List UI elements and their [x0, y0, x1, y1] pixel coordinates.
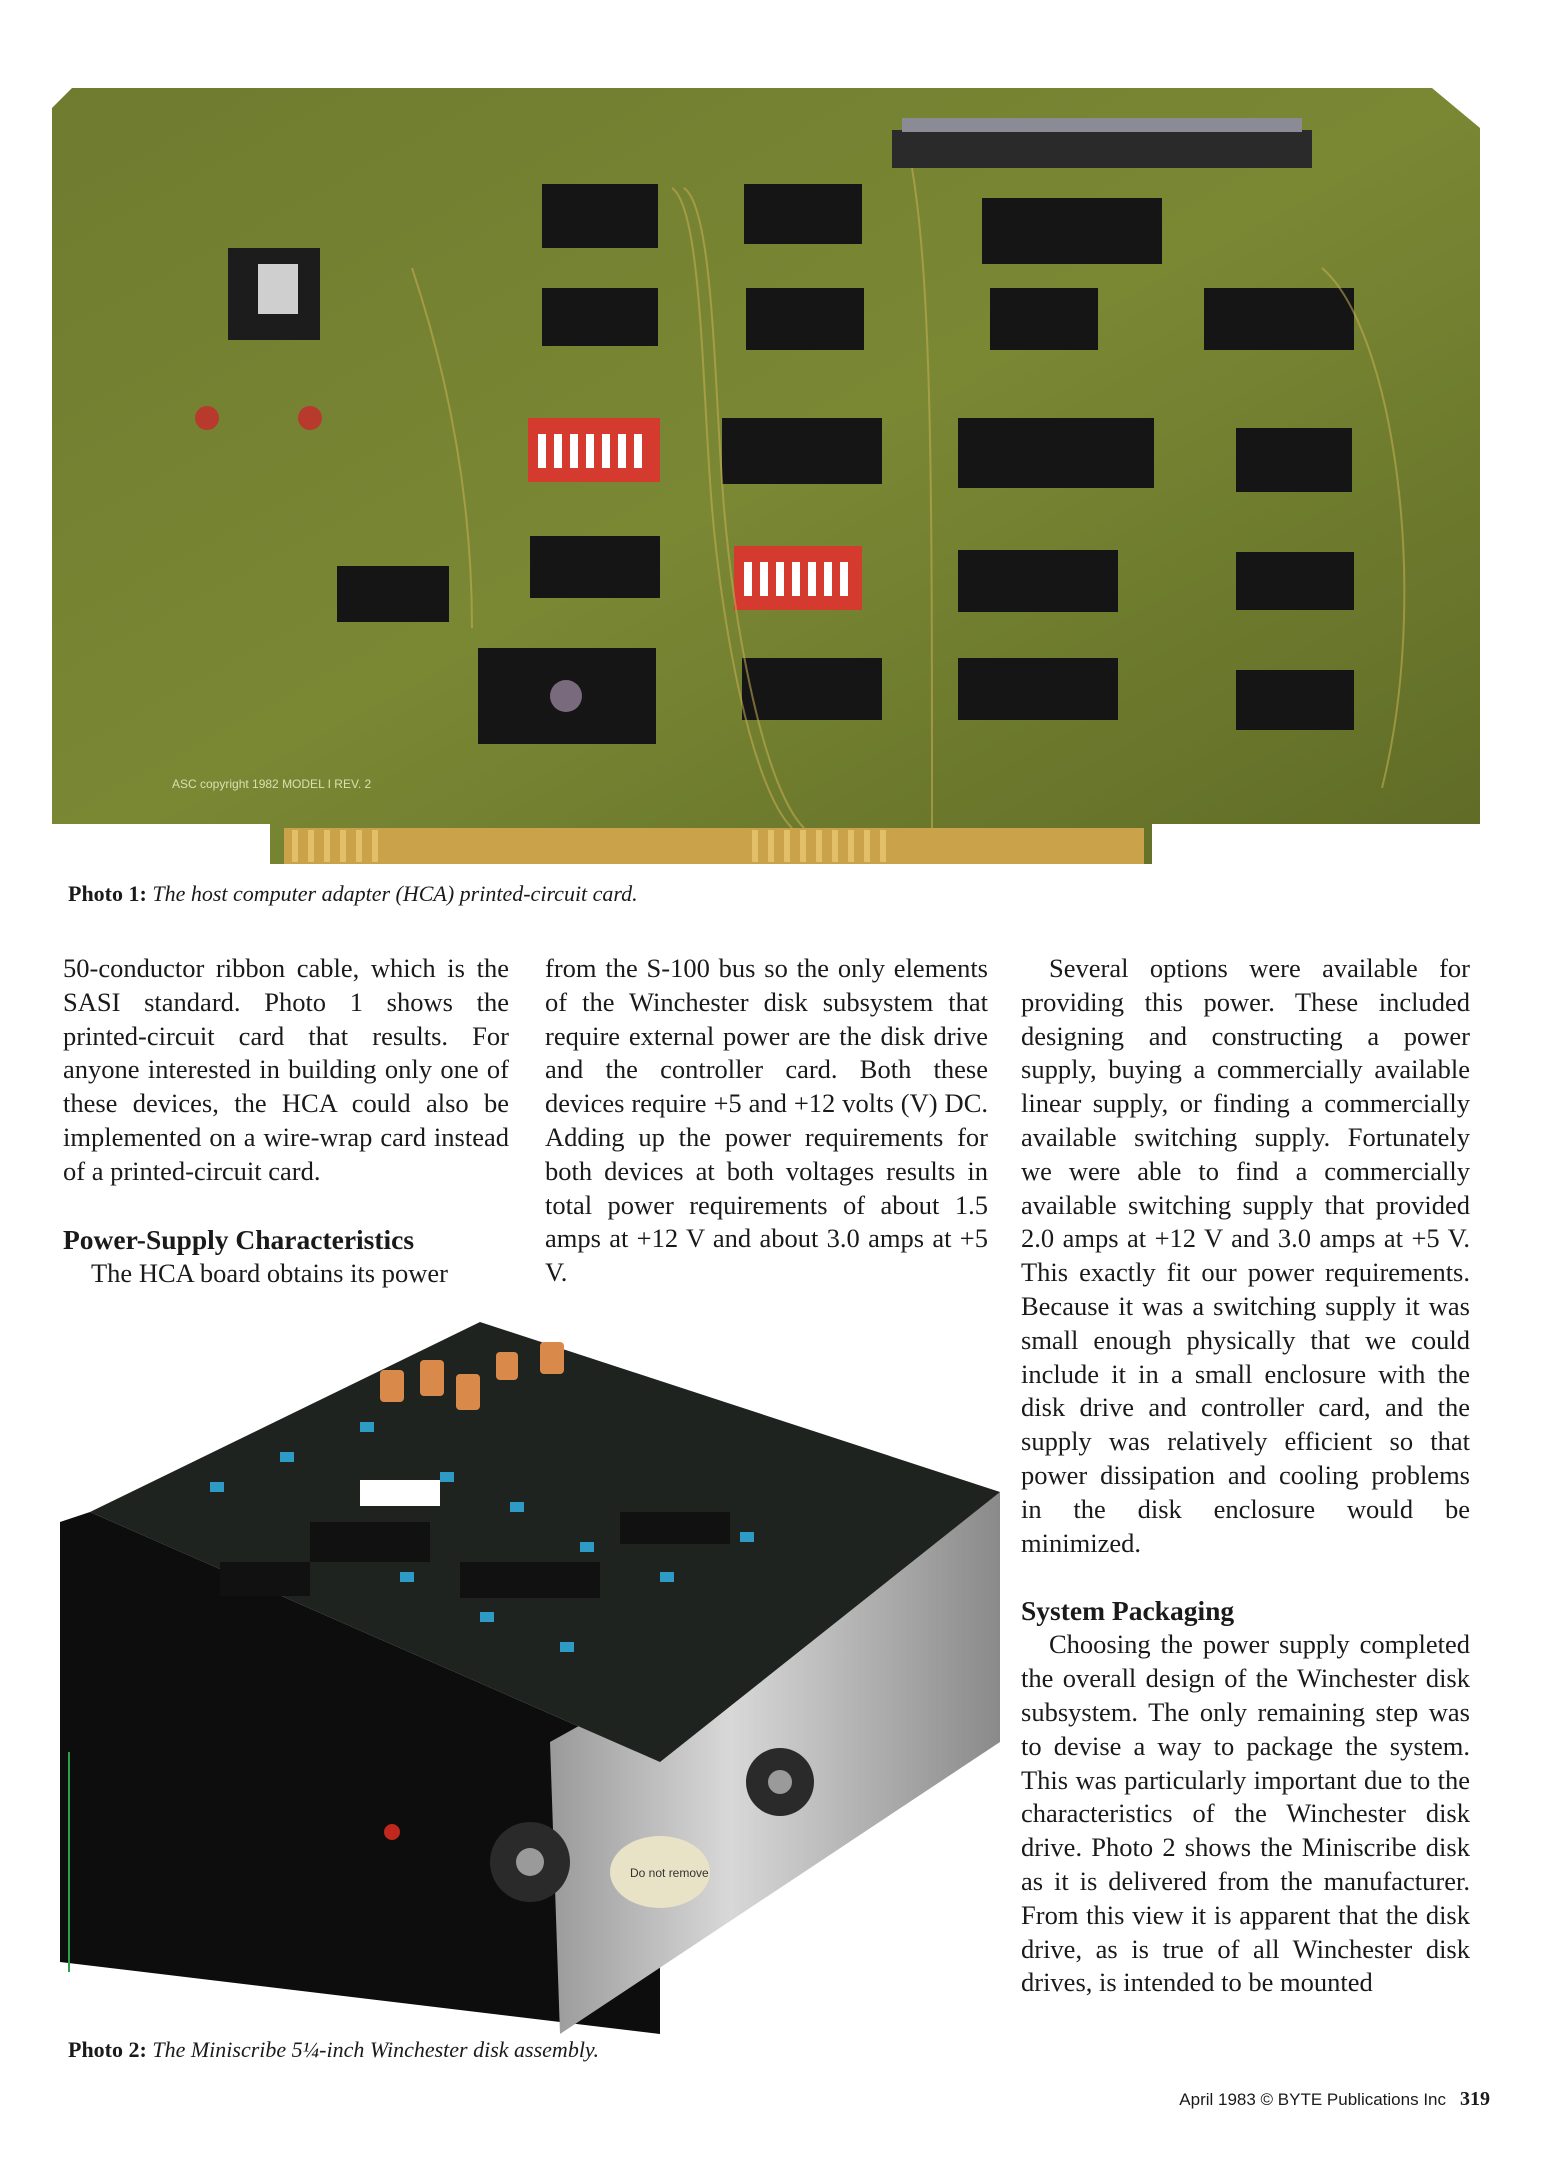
caption-text: The host computer adapter (HCA) printed-circuit card. [152, 881, 638, 906]
page-footer [1020, 2088, 1490, 2111]
section-heading-system-packaging: System Packaging [1021, 1595, 1235, 1627]
column-3-paragraph-2: Choosing the power supply completed the overall design of the Winchester disk subsystem. The only remaining step was to devise a way to package the system. This was particularly important due to the characteristics of the Winchester disk drive. Photo 2 shows the Miniscribe disk as it is delivered from the manufacturer. From this view it is apparent that the disk drive, as is true of all Winchester disk drives, is intended to be mounted [1021, 1629, 1470, 1998]
sticker-text: Do not remove [630, 1866, 709, 1880]
column-3-paragraph-1: Several options were available for providing this power. These included designing and constructing a power supply, buying a commercially available linear supply, or finding a commercially available switching supply. Fortunately we were able to find a commercially available switching supply that provided 2.0 amps at +12 V and 3.0 amps at +5 V. This exactly fit our power requirements. Because it was a switching supply it was small enough physically that we could include it in a small enclosure with the disk drive and controller card, and the supply was relatively efficient so that power dissipation and cooling problems in the disk enclosure would be minimized. [1021, 953, 1470, 1558]
caption-label: Photo 1: [68, 881, 147, 906]
photo-2-caption [68, 2036, 599, 2064]
column-1-paragraph-2: The HCA board obtains its power [91, 1257, 448, 1288]
caption-label: Photo 2: [68, 2037, 147, 2062]
photo-1-circuit-board [52, 88, 1480, 864]
text-column-2 [545, 952, 988, 1290]
text-column-3 [1021, 952, 1470, 2000]
board-copyright-text: ASC copyright 1982 MODEL I REV. 2 [172, 777, 372, 791]
circuit-board-image [52, 88, 1480, 864]
page-number: 319 [1460, 2088, 1490, 2110]
caption-text: The Miniscribe 5¼-inch Winchester disk assembly. [152, 2037, 599, 2062]
photo-2-disk-assembly [60, 1312, 1004, 2034]
text-column-1 [63, 952, 509, 1290]
column-1-paragraph-1: 50-conductor ribbon cable, which is the SASI standard. Photo 1 shows the printed-circuit card that results. For anyone interested in building only one of these devices, the HCA could also be implemented on a wire-wrap card instead of a printed-circuit card. [63, 953, 509, 1186]
issue-line: April 1983 © BYTE Publications Inc [1179, 2090, 1446, 2109]
disk-assembly-image [60, 1312, 1004, 2034]
photo-1-caption [68, 880, 638, 908]
section-heading-power-supply: Power-Supply Characteristics [63, 1223, 415, 1255]
column-2-paragraph-1: from the S-100 bus so the only elements of the Winchester disk subsystem that require external power are the disk drive and the controller card. Both these devices require +5 and +12 volts (V) DC. Adding up the power requirements for both devices at both voltages results in total power requirements of about 1.5 amps at +12 V and about 3.0 amps at +5 V. [545, 953, 988, 1288]
